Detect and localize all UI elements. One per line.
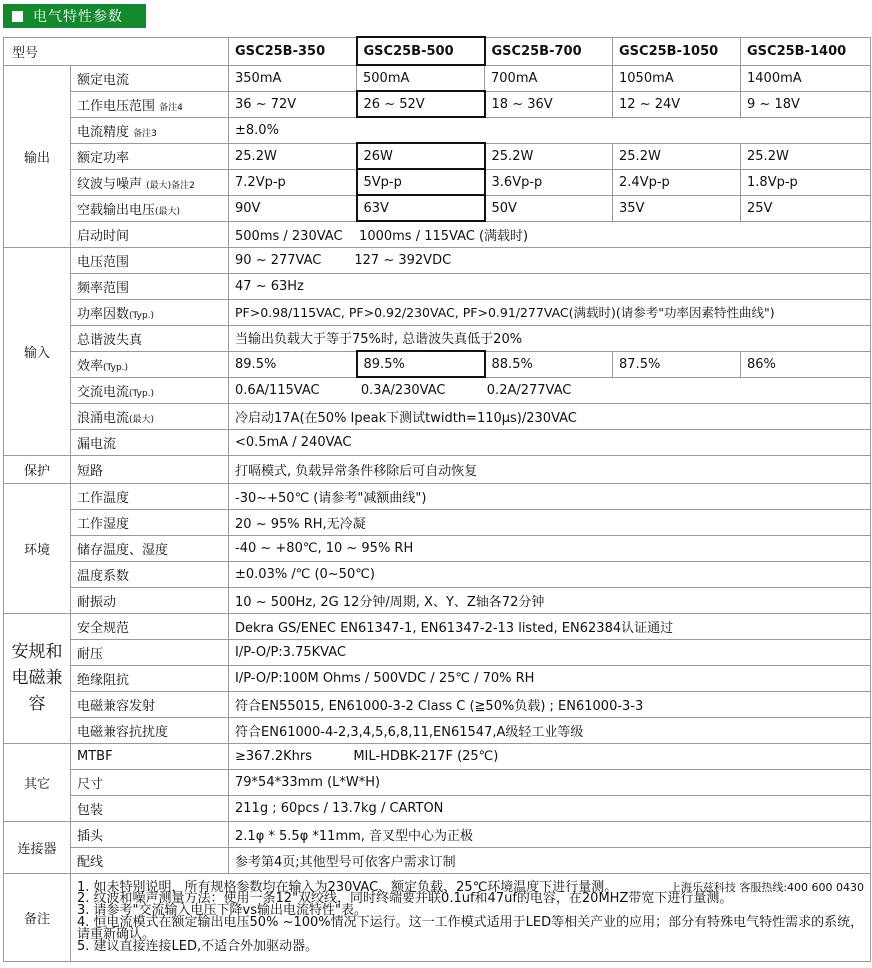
row-label: MTBF: [71, 743, 229, 769]
row-label: 总谐波失真: [71, 325, 229, 351]
cell-value: 3.6Vp-p: [485, 169, 613, 195]
model-name: GSC25B-700: [485, 37, 613, 65]
cell-value: 90 ~ 277VAC 127 ~ 392VDC: [229, 247, 871, 273]
table-row: [4, 325, 871, 351]
cell-value: 25.2W: [485, 143, 613, 169]
table-row: [4, 299, 871, 325]
row-label: 额定功率: [71, 143, 229, 169]
cell-value: 26 ~ 52V: [357, 91, 485, 117]
cell-value: 符合EN61000-4-2,3,4,5,6,8,11,EN61547,A级轻工业等级: [229, 717, 871, 743]
cell-value: 冷启动17A(在50% Ipeak下测试twidth=110µs)/230VAC: [229, 403, 871, 429]
table-row: [4, 429, 871, 455]
cell-value: 参考第4页;其他型号可依客户需求订制: [229, 847, 871, 873]
group-safety-emc: 安规和 电磁兼容: [4, 613, 71, 743]
group-output: 输出: [4, 65, 71, 247]
row-label: 配线: [71, 847, 229, 873]
model-name: GSC25B-1050: [613, 37, 741, 65]
group-environment: 环境: [4, 483, 71, 613]
model-name: GSC25B-350: [229, 37, 357, 65]
cell-value: 700mA: [485, 65, 613, 91]
row-label: 绝缘阻抗: [71, 665, 229, 691]
cell-value: ±0.03% /℃ (0~50℃): [229, 561, 871, 587]
model-name: GSC25B-500: [357, 37, 485, 65]
note-line: 1. 如未特别说明，所有规格参数均在输入为230VAC、额定负载、25℃环境温度下进行量测。: [77, 879, 618, 895]
cell-value: 当输出负载大于等于75%时, 总谐波失真低于20%: [229, 325, 871, 351]
row-label: 耐压: [71, 639, 229, 665]
note-line: 3. 请参考"交流输入电压下降vs输出电流特性"表。: [77, 903, 367, 919]
section-title: 电气特性参数: [33, 9, 123, 25]
table-row: [4, 65, 871, 91]
table-row: [4, 509, 871, 535]
notes-cell: [71, 873, 871, 961]
table-row: [4, 91, 871, 117]
cell-value: 87.5%: [613, 351, 741, 377]
row-label: 工作电压范围 备注4: [71, 91, 229, 117]
row-label: 耐振动: [71, 587, 229, 613]
cell-value: 18 ~ 36V: [485, 91, 613, 117]
section-header: [3, 4, 146, 28]
cell-value: 25.2W: [229, 143, 357, 169]
cell-value: -30~+50℃ (请参考"减额曲线"): [229, 483, 871, 509]
table-row: [4, 195, 871, 221]
row-label: 工作湿度: [71, 509, 229, 535]
row-label: 浪涌电流(最大): [71, 403, 229, 429]
cell-value: 500ms / 230VAC 1000ms / 115VAC (满载时): [229, 221, 871, 247]
cell-value: I/P-O/P:100M Ohms / 500VDC / 25℃ / 70% RH: [229, 665, 871, 691]
cell-value: 打嗝模式, 负载异常条件移除后可自动恢复: [229, 455, 871, 483]
group-notes: 备注: [4, 873, 71, 961]
table-row: [4, 455, 871, 483]
cell-value: 79*54*33mm (L*W*H): [229, 769, 871, 795]
note-line: 2. 纹波和噪声测量方法：使用一条12"双绞线，同时终端要并联0.1uf和47uf的电容，在20MHZ带宽下进行量测。: [77, 891, 733, 907]
table-row: [4, 403, 871, 429]
table-row: [4, 665, 871, 691]
cell-value: 2.1φ * 5.5φ *11mm, 音叉型中心为正极: [229, 821, 871, 847]
cell-value: 7.2Vp-p: [229, 169, 357, 195]
cell-value: 86%: [741, 351, 871, 377]
table-row: [4, 169, 871, 195]
cell-value: 5Vp-p: [357, 169, 485, 195]
table-row: [4, 143, 871, 169]
group-connector: 连接器: [4, 821, 71, 873]
row-label: 电磁兼容发射: [71, 691, 229, 717]
table-row: [4, 535, 871, 561]
row-label: 漏电流: [71, 429, 229, 455]
table-row: [4, 639, 871, 665]
row-label: 额定电流: [71, 65, 229, 91]
group-input: 输入: [4, 247, 71, 455]
cell-value: PF>0.98/115VAC, PF>0.92/230VAC, PF>0.91/277VAC(满载时)(请参考"功率因素特性曲线"): [229, 299, 871, 325]
table-row: [4, 273, 871, 299]
table-row: [4, 769, 871, 795]
row-label: 温度系数: [71, 561, 229, 587]
cell-value: ≥367.2Khrs MIL-HDBK-217F (25℃): [229, 743, 871, 769]
cell-value: <0.5mA / 240VAC: [229, 429, 871, 455]
cell-value: 36 ~ 72V: [229, 91, 357, 117]
row-label: 工作温度: [71, 483, 229, 509]
cell-value: 89.5%: [357, 351, 485, 377]
table-row: [4, 613, 871, 639]
cell-value: 1400mA: [741, 65, 871, 91]
row-label: 电磁兼容抗扰度: [71, 717, 229, 743]
cell-value: 90V: [229, 195, 357, 221]
cell-value: 25.2W: [741, 143, 871, 169]
row-label: 安全规范: [71, 613, 229, 639]
cell-value: 1.8Vp-p: [741, 169, 871, 195]
table-row: [4, 847, 871, 873]
cell-value: 350mA: [229, 65, 357, 91]
row-label: 电压范围: [71, 247, 229, 273]
cell-value: 2.4Vp-p: [613, 169, 741, 195]
cell-value: 26W: [357, 143, 485, 169]
contact-hotline: 上海乐兹科技 客服热线:400 600 0430: [669, 880, 865, 894]
row-label: 储存温度、湿度: [71, 535, 229, 561]
cell-value: 20 ~ 95% RH,无冷凝: [229, 509, 871, 535]
table-row: [4, 743, 871, 769]
row-label: 效率(Typ.): [71, 351, 229, 377]
model-label: 型号: [4, 37, 229, 65]
cell-value: -40 ~ +80℃, 10 ~ 95% RH: [229, 535, 871, 561]
cell-value: 符合EN55015, EN61000-3-2 Class C (≧50%负载) ; EN61000-3-3: [229, 691, 871, 717]
table-row: [4, 377, 871, 403]
group-others: 其它: [4, 743, 71, 821]
cell-value: 89.5%: [229, 351, 357, 377]
row-label: 空载输出电压(最大): [71, 195, 229, 221]
note-line: 5. 建议直接连接LED,不适合外加驱动器。: [77, 938, 319, 954]
table-row: [4, 795, 871, 821]
cell-value: 9 ~ 18V: [741, 91, 871, 117]
cell-value: 211g ; 60pcs / 13.7kg / CARTON: [229, 795, 871, 821]
model-name: GSC25B-1400: [741, 37, 871, 65]
cell-value: ±8.0%: [229, 117, 871, 143]
cell-value: 25V: [741, 195, 871, 221]
row-label: 短路: [71, 455, 229, 483]
row-label: 频率范围: [71, 273, 229, 299]
cell-value: 25.2W: [613, 143, 741, 169]
table-row: [4, 351, 871, 377]
spec-table: [3, 36, 871, 962]
cell-value: 1050mA: [613, 65, 741, 91]
table-row: [4, 717, 871, 743]
cell-value: 0.6A/115VAC 0.3A/230VAC 0.2A/277VAC: [229, 377, 871, 403]
table-row: [4, 561, 871, 587]
row-label: 尺寸: [71, 769, 229, 795]
table-row: [4, 587, 871, 613]
row-label: 插头: [71, 821, 229, 847]
row-label: 包装: [71, 795, 229, 821]
cell-value: 47 ~ 63Hz: [229, 273, 871, 299]
cell-value: 500mA: [357, 65, 485, 91]
cell-value: 10 ~ 500Hz, 2G 12分钟/周期, X、Y、Z轴各72分钟: [229, 587, 871, 613]
square-icon: [12, 11, 23, 22]
model-row: [4, 37, 871, 65]
row-label: 纹波与噪声 (最大)备注2: [71, 169, 229, 195]
group-protection: 保护: [4, 455, 71, 483]
cell-value: I/P-O/P:3.75KVAC: [229, 639, 871, 665]
notes-row: [4, 873, 871, 961]
row-label: 电流精度 备注3: [71, 117, 229, 143]
cell-value: 35V: [613, 195, 741, 221]
table-row: [4, 221, 871, 247]
cell-value: 50V: [485, 195, 613, 221]
cell-value: 63V: [357, 195, 485, 221]
table-row: [4, 483, 871, 509]
table-row: [4, 691, 871, 717]
table-row: [4, 247, 871, 273]
table-row: [4, 117, 871, 143]
table-row: [4, 821, 871, 847]
cell-value: Dekra GS/ENEC EN61347-1, EN61347-2-13 listed, EN62384认证通过: [229, 613, 871, 639]
cell-value: 88.5%: [485, 351, 613, 377]
row-label: 功率因数(Typ.): [71, 299, 229, 325]
row-label: 启动时间: [71, 221, 229, 247]
cell-value: 12 ~ 24V: [613, 91, 741, 117]
row-label: 交流电流(Typ.): [71, 377, 229, 403]
note-line: 4. 恒电流模式在额定输出电压50% ~100%情况下运行。这一工作模式适用于LED等相关产业的应用；部分有特殊电气特性需求的系统，请重新确认。: [77, 915, 864, 942]
